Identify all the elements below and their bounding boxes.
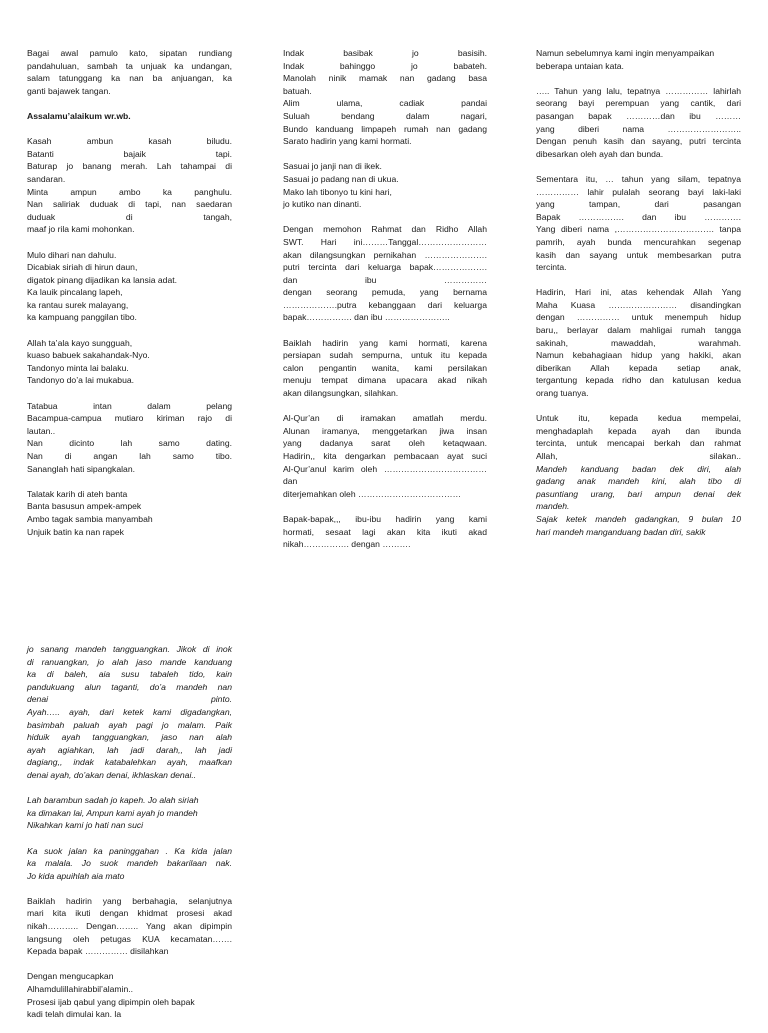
text-line: sandaran.: [27, 173, 66, 184]
text-line: Mulo dihari nan dahulu.: [27, 249, 117, 260]
text-line: diterjemahkan oleh ………………………………: [283, 488, 462, 499]
paragraph: [536, 173, 741, 274]
text-line: Hadirin, Hari ini, atas kehendak Allah Yang: [536, 287, 741, 298]
text-line: sakinah, mawaddah, warahmah.: [536, 337, 741, 348]
text-line: Baturap jo banang merah. Lah tahampai di: [27, 161, 232, 172]
column-2: [283, 47, 487, 563]
text-line: denai ayah, do’akan denai, ikhlaskan denai..: [27, 769, 197, 780]
text-line: dibesarkan oleh ayah dan bunda.: [536, 148, 664, 159]
text-line: maaf jo rila kami mohonkan.: [27, 224, 135, 235]
text-line: Sananglah hati sipangkalan.: [27, 463, 135, 474]
text-line: basimbah paluah ayah pagi jo malam. Paik: [27, 719, 232, 730]
text-line: Alhamdulillahirabbil’alamin..: [27, 984, 134, 995]
text-line: Alunan iramanya, menggetarkan jiwa insan: [283, 425, 487, 436]
paragraph: [536, 85, 741, 161]
text-line: langsung oleh petugas KUA kecamatan…….: [27, 933, 232, 944]
text-line: beberapa untaian kata.: [536, 60, 624, 71]
text-line: Allah ta’ala kayo sungguah,: [27, 337, 133, 348]
text-line: ganti bajawek tangan.: [27, 85, 111, 96]
text-line: menuju tempat dimana upacara akad nikah: [283, 375, 487, 386]
text-line: Allah, silakan..: [536, 451, 741, 461]
paragraph: [283, 47, 487, 148]
text-line: Namun kebahagiaan hidup yang hakiki, akan: [536, 350, 741, 361]
paragraph: [536, 412, 741, 538]
text-line: nikah……….. Dengan…….. Yang akan dipimpin: [27, 921, 232, 932]
text-line: akan dilangsungkan pernikahan ………………….: [283, 249, 487, 260]
text-line: pandahuluan, sambah ta unjuak ka undangan,: [27, 60, 232, 71]
text-line: tercinta.: [536, 262, 567, 273]
text-line: Yang diberi nama ,……………………………. tanpa: [536, 224, 741, 235]
text-line: Indak bahinggo jo babateh.: [283, 60, 487, 71]
text-line: Sementara itu, … tahun yang silam, tepatnya: [536, 173, 741, 184]
paragraph: [27, 895, 232, 958]
text-line: Ka lauik pincalang lapeh,: [27, 287, 123, 298]
text-line: Minta ampun ambo ka panghulu.: [27, 186, 232, 197]
text-line: Nikahkan kami jo hati nan suci: [27, 820, 144, 831]
text-line: Ka suok jalan ka paninggahan . Ka kida jalan: [27, 845, 232, 856]
text-line: ……………….putra kebanggaan dari keluarga: [283, 299, 487, 310]
text-line: Sasuai jo janji nan di ikek.: [283, 161, 382, 172]
text-line: seorang bayi perempuan yang cantik, dari: [536, 98, 741, 109]
text-line: denai pinto.: [27, 694, 232, 705]
text-line: Nan dicinto lah samo dating.: [27, 438, 232, 449]
text-line: putri tercinta dari keluarga bapak……………….: [283, 262, 487, 273]
text-line: Baiklah hadirin yang berbahagia, selanjutnya: [27, 895, 232, 906]
text-line: Suluah bendang dalam nagari,: [283, 110, 487, 121]
text-line: Sajak ketek mandeh gadangkan, 9 bulan 10: [536, 513, 741, 524]
text-line: ka kampuang panggilan tibo.: [27, 312, 137, 323]
text-line: Indak basibak jo basisih.: [283, 48, 487, 58]
paragraph: [27, 337, 232, 387]
text-line: Ambo tagak sambia manyambah: [27, 513, 153, 524]
paragraph: [27, 110, 232, 123]
text-line: baru,, berlayar dalam mahligai rumah tangga: [536, 325, 741, 336]
text-line: digatok pinang dijadikan ka lansia adat.: [27, 274, 178, 285]
text-line: Bacampua-campua mutiaro kiriman rajo di: [27, 413, 232, 424]
text-line: ka malala. Jo suok mandeh bakarilaan nak.: [27, 858, 232, 869]
text-line: tergantung kepada ridho dan katulusan kedua: [536, 375, 741, 386]
text-line: calon pengantin wanita, kami persilakan: [283, 362, 487, 373]
text-line: Lah barambun sadah jo kapeh. Jo alah siriah: [27, 795, 199, 806]
text-line: Assalamu’alaikum wr.wb.: [27, 110, 131, 121]
paragraph: [27, 488, 232, 538]
text-line: nikah……………. dengan ……….: [283, 539, 411, 550]
text-line: Dicabiak siriah di hirun daun,: [27, 262, 138, 273]
paragraph: [536, 286, 741, 399]
text-line: hiduik ayah tangguangkan, jaso nan alah: [27, 732, 232, 743]
text-line: gadang anak mandeh kini, alah tibo di: [536, 476, 741, 487]
text-line: ….. Tahun yang lalu, tepatnya …………… lahirlah: [536, 85, 741, 96]
text-line: ka rantau surek malayang,: [27, 299, 129, 310]
paragraph: [27, 249, 232, 325]
text-line: Sarato hadirin yang kami hormati.: [283, 136, 412, 147]
paragraph: [27, 47, 232, 97]
text-line: di ranuangkan, jo alah jaso mande kanduang: [27, 656, 232, 667]
column-1: [27, 47, 232, 551]
text-line: hari mandeh manganduang badan diri, sakik: [536, 526, 706, 537]
text-line: pasuntiang urang, bari ampun denai dek: [536, 488, 741, 499]
text-line: Sasuai jo padang nan di ukua.: [283, 173, 399, 184]
text-line: Namun sebelumnya kami ingin menyampaikan: [536, 48, 715, 58]
paragraph: [283, 412, 487, 500]
text-line: Baiklah hadirin yang kami hormati, karena: [283, 337, 487, 348]
text-line: Maha Kuasa …………………… disandingkan: [536, 299, 741, 310]
paragraph: [283, 337, 487, 400]
paragraph: [27, 135, 232, 236]
text-line: Dengan penuh kasih dan sayang, putri tercinta: [536, 136, 741, 147]
text-line: dan ibu ……………: [283, 274, 487, 285]
text-line: lautan..: [27, 425, 56, 436]
paragraph: [27, 794, 232, 832]
text-line: diberikan Allah kepada setiap anak,: [536, 362, 741, 373]
text-line: Ayah….. ayah, dari ketek kami digadangkan,: [27, 706, 232, 717]
text-line: Batanti bajaik tapi.: [27, 148, 232, 159]
text-line: ka dimakan lai, Ampun kami ayah jo mandeh: [27, 807, 198, 818]
text-line: Bundo kanduang limpapeh rumah nan gadang: [283, 123, 487, 134]
text-line: dagiang,, indak katabalehkan ayah, maafkan: [27, 757, 232, 768]
text-line: dengan …………… untuk menempuh hidup: [536, 312, 741, 323]
text-line: orang tuanya.: [536, 388, 589, 399]
text-line: Jo kida apuihlah aia mato: [27, 870, 125, 881]
text-line: Talatak karih di ateh banta: [27, 488, 128, 499]
text-line: Mako lah tibonyo tu kini hari,: [283, 186, 392, 197]
text-line: pandukuang alun taganti, do’a mandeh nan: [27, 681, 232, 692]
text-line: ayah agiahkan, lah jadi darah,, lah jadi: [27, 744, 232, 755]
text-line: jo kutiko nan dinanti.: [283, 199, 362, 210]
text-line: salam tatunggang ka nan ba anjuangan, ka: [27, 73, 232, 84]
text-line: Prosesi ijab qabul yang dipimpin oleh bapak: [27, 996, 195, 1007]
text-line: batuah.: [283, 85, 312, 96]
text-line: mandeh.: [536, 501, 570, 512]
text-line: Dengan memohon Rahmat dan Ridho Allah: [283, 224, 487, 235]
text-line: Bapak ……………. dan ibu ………….: [536, 211, 741, 222]
text-line: hormati, sesaat lagi akan kita ikuti akad: [283, 526, 487, 537]
text-line: Alim ulama, cadiak pandai: [283, 98, 487, 109]
text-line: duduak di tangah,: [27, 211, 232, 222]
text-line: mari kita ikuti dengan khidmat prosesi akad: [27, 908, 232, 919]
text-line: Al-Qur’an di iramakan amatlah merdu.: [283, 413, 487, 424]
text-line: kuaso babuek sakahandak-Nyo.: [27, 350, 150, 361]
text-line: Al-Qur’anul karim oleh ……………………………… dan: [283, 463, 487, 487]
text-line: Hadirin,, kita dengarkan pembacaan ayat suci: [283, 451, 487, 461]
text-line: Untuk itu, kepada kedua mempelai,: [536, 413, 741, 424]
paragraph: [283, 160, 487, 210]
column-3: [536, 47, 741, 551]
text-line: yang diberi nama ……………………..: [536, 123, 741, 134]
text-line: yang dadanya sarat oleh ketaqwaan.: [283, 438, 487, 449]
paragraph: [27, 400, 232, 476]
text-line: Bapak-bapak,,, ibu-ibu hadirin yang kami: [283, 513, 487, 524]
text-line: Tandonyo do’a lai mukabua.: [27, 375, 135, 386]
text-line: kasih dan sayang untuk membesarkan putra: [536, 249, 741, 260]
text-line: Kasah ambun kasah biludu.: [27, 136, 232, 147]
paragraph: [283, 223, 487, 324]
paragraph: [27, 845, 232, 883]
paragraph: [536, 47, 741, 72]
text-line: Tandonyo minta lai balaku.: [27, 362, 129, 373]
text-line: dengan seorang pemuda, yang bernama: [283, 287, 487, 298]
text-line: ka di baleh, aia susu tabaleh tido, kain: [27, 669, 232, 680]
text-line: SWT. Hari ini………Tanggal……………………: [283, 236, 487, 247]
paragraph: [283, 513, 487, 551]
text-line: pamrih, ayah bunda mencurahkan segenap: [536, 236, 741, 247]
text-line: menghadaplah kepada ayah dan ibunda: [536, 425, 741, 436]
text-line: persiapan sudah sempurna, untuk itu kepada: [283, 350, 487, 361]
text-line: kadi telah dimulai kan. la: [27, 1009, 122, 1020]
text-line: akan dilangsungkan, silahkan.: [283, 388, 399, 399]
text-line: Manolah ninik mamak nan gadang basa: [283, 73, 487, 84]
text-line: Unjuik batin ka nan rapek: [27, 526, 124, 537]
text-line: Mandeh kanduang badan dek diri, alah: [536, 463, 741, 474]
text-line: Nan saliriak duduak di tapi, nan saedaran: [27, 199, 232, 210]
text-line: Tatabua intan dalam pelang: [27, 400, 232, 411]
text-line: jo sanang mandeh tangguangkan. Jikok di inok: [27, 644, 232, 654]
text-line: bapak……………. dan ibu …………………..: [283, 312, 450, 323]
text-line: pasangan bapak …………dan ibu ………: [536, 110, 741, 121]
text-line: Bagai awal pamulo kato, sipatan rundiang: [27, 48, 232, 58]
paragraph: [27, 970, 232, 1020]
column-4: [27, 643, 232, 1033]
text-line: Banta basusun ampek-ampek: [27, 501, 142, 512]
text-line: Nan di angan lah samo tibo.: [27, 451, 232, 461]
paragraph: [27, 643, 232, 782]
text-line: …………… lahir pulalah seorang bayi laki-laki: [536, 186, 741, 197]
text-line: Kepada bapak …………… disilahkan: [27, 946, 169, 957]
text-line: yang tampan, dari pasangan: [536, 199, 741, 210]
text-line: tercinta, untuk mencapai berkah dan rahmat: [536, 438, 741, 449]
text-line: Dengan mengucapkan: [27, 971, 114, 982]
